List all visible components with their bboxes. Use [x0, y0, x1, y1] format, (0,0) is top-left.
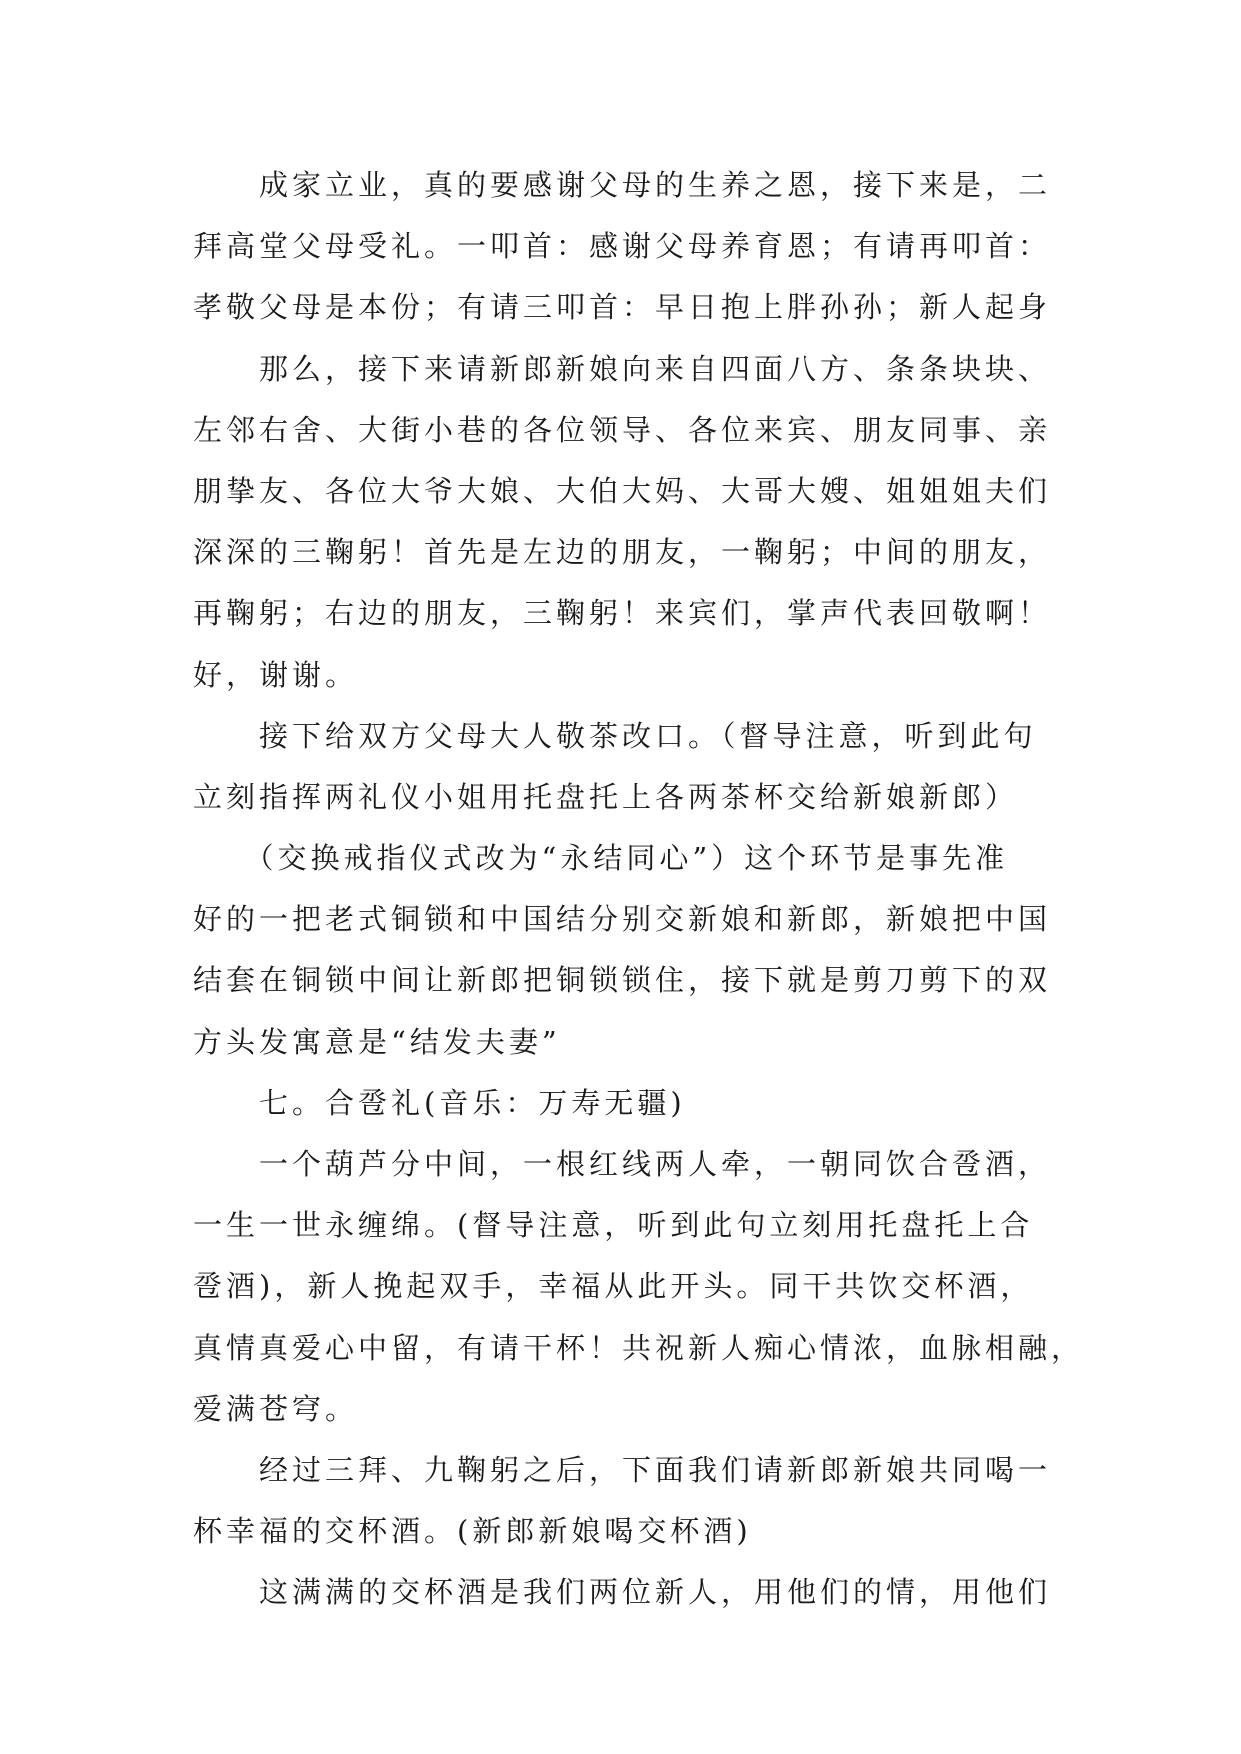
- text-line: 接下给双方父母大人敬茶改口。（督导注意，听到此句: [193, 718, 1037, 753]
- text-line: 卺酒)，新人挽起双手，幸福从此开头。同干共饮交杯酒，: [193, 1269, 1034, 1304]
- text-line: 经过三拜、九鞠躬之后，下面我们请新郎新娘共同喝一: [193, 1452, 1052, 1487]
- text-line: 方头发寓意是“结发夫妻”: [193, 1024, 561, 1059]
- text-line: 爱满苍穹。: [193, 1391, 359, 1426]
- text-line: 真情真爱心中留，有请干杯！共祝新人痴心情浓，血脉相融，: [193, 1330, 1085, 1365]
- text-line: 好，谢谢。: [193, 657, 359, 692]
- text-line: 七。合卺礼(音乐：万寿无疆): [193, 1085, 686, 1120]
- text-line: 那么，接下来请新郎新娘向来自四面八方、条条块块、: [193, 351, 1052, 386]
- text-line: 一生一世永缠绵。(督导注意，听到此句立刻用托盘托上合: [193, 1208, 1034, 1243]
- text-line: 好的一把老式铜锁和中国结分别交新娘和新郎，新娘把中国: [193, 902, 1052, 937]
- text-line: （交换戒指仪式改为“永结同心”）这个环节是事先准: [193, 841, 1009, 876]
- body-text: [193, 155, 1085, 1624]
- text-line: 立刻指挥两礼仪小姐用托盘托上各两茶杯交给新娘新郎）: [193, 779, 1019, 814]
- text-line: 左邻右舍、大街小巷的各位领导、各位来宾、朋友同事、亲: [193, 412, 1052, 447]
- text-line: 成家立业，真的要感谢父母的生养之恩，接下来是，二: [193, 168, 1052, 202]
- text-line: 一个葫芦分中间，一根红线两人牵，一朝同饮合卺酒，: [193, 1147, 1052, 1181]
- text-line: 朋挚友、各位大爷大娘、大伯大妈、大哥大嫂、姐姐姐夫们: [193, 473, 1052, 508]
- text-line: 结套在铜锁中间让新郎把铜锁锁住，接下就是剪刀剪下的双: [193, 963, 1052, 998]
- text-line: 杯幸福的交杯酒。(新郎新娘喝交杯酒): [193, 1514, 752, 1549]
- text-line: 深深的三鞠躬！首先是左边的朋友，一鞠躬；中间的朋友，: [193, 535, 1052, 570]
- text-line: 孝敬父母是本份；有请三叩首：早日抱上胖孙孙；新人起身: [193, 290, 1052, 325]
- text-line: 这满满的交杯酒是我们两位新人，用他们的情，用他们: [193, 1575, 1052, 1610]
- text-line: 再鞠躬；右边的朋友，三鞠躬！来宾们，掌声代表回敬啊！: [193, 596, 1052, 631]
- text-line: 拜高堂父母受礼。一叩首：感谢父母养育恩；有请再叩首：: [193, 229, 1052, 264]
